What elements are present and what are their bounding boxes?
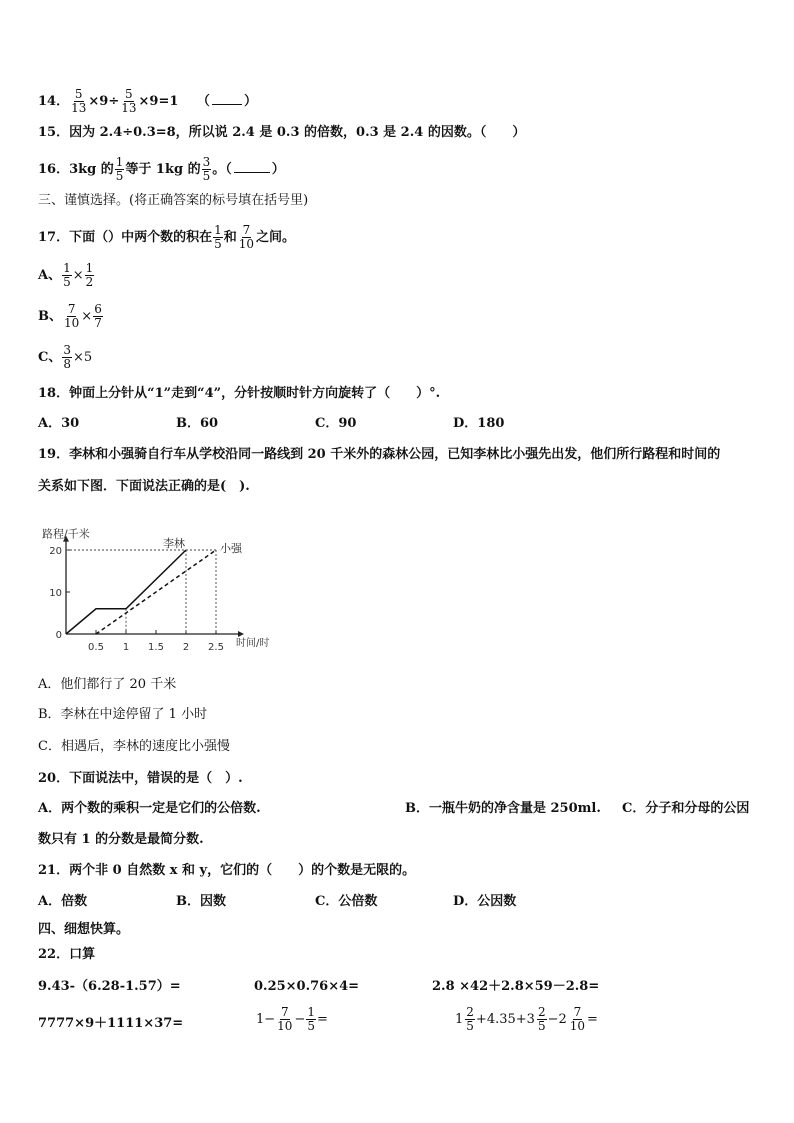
fraction: $\frac{5}{13}$: [71, 87, 87, 115]
question-19-line1: 19．李林和小强骑自行车从学校沿同一路线到 20 千米外的森林公园，已知李林比小强先出发，他们所行路程和时间的: [38, 447, 721, 462]
question-16: 16．3kg 的 $\frac{1}{5}$ 等于 1kg 的 $\frac{3}{5}$ 。（ ）: [38, 155, 285, 183]
option-c[interactable]: C．90: [315, 416, 357, 431]
expression-5: 1− $\frac{7}{10}$ − $\frac{1}{5}$ =: [256, 1005, 328, 1033]
fraction: $\frac{7}{10}$: [64, 302, 80, 330]
question-number: 14．: [38, 94, 70, 109]
fraction: $\frac{6}{7}$: [94, 302, 102, 330]
series-label: 李林: [163, 537, 185, 550]
x-axis-arrow: [238, 631, 244, 637]
x-tick-label: 1.5: [148, 642, 164, 653]
expression-1: 9.43-（6.28-1.57）=: [38, 979, 181, 994]
question-17: 17．下面（）中两个数的积在 $\frac{1}{5}$ 和 $\frac{7}{10}$ 之间。: [38, 223, 296, 251]
question-18: 18．钟面上分针从“1”走到“4”，分针按顺时针方向旋转了（ ）°.: [38, 386, 441, 401]
fraction: $\frac{7}{10}$: [277, 1005, 293, 1033]
x-tick-label: 2: [182, 642, 190, 653]
answer-blank[interactable]: [212, 92, 242, 105]
x-tick-label: 2.5: [208, 642, 224, 653]
y-tick-label: 10: [49, 588, 62, 599]
x-axis-label: 时间/时: [236, 638, 270, 649]
section-heading-4: 四、细想快算。: [38, 922, 130, 937]
question-14: 14． $\frac{5}{13}$ ×9÷ $\frac{5}{13}$ ×9=1 （ ）: [38, 87, 257, 115]
expression-2: 0.25×0.76×4=: [254, 979, 360, 994]
fraction: $\frac{1}{2}$: [85, 261, 94, 289]
option-c[interactable]: C．公倍数: [315, 894, 378, 909]
question-21: 21．两个非 0 自然数 x 和 y，它们的（ ）的个数是无限的。: [38, 863, 416, 878]
fraction: $\frac{3}{5}$: [202, 155, 211, 183]
fraction: $\frac{1}{5}$: [115, 155, 124, 183]
question-15: 15．因为 2.4÷0.3=8，所以说 2.4 是 0.3 的倍数，0.3 是 2.4 的因数。（ ）: [38, 125, 526, 140]
fraction: $\frac{1}{5}$: [307, 1005, 315, 1033]
option-a[interactable]: A．他们都行了 20 千米: [38, 677, 177, 692]
option-a[interactable]: A、 $\frac{1}{5}$ × $\frac{1}{2}$: [38, 261, 94, 289]
option-a[interactable]: A．倍数: [38, 894, 88, 909]
y-tick-label: 20: [49, 546, 62, 557]
fraction: $\frac{5}{13}$: [121, 87, 137, 115]
series-line-2: [96, 550, 216, 634]
mixed-number: 2 $\frac{7}{10}$: [558, 1005, 586, 1033]
expression-4: 7777×9＋1111×37=: [38, 1016, 184, 1031]
x-tick-label: 1: [122, 642, 130, 653]
option-d[interactable]: D．公因数: [453, 894, 517, 909]
question-19-line2: 关系如下图．下面说法正确的是( ).: [38, 479, 250, 494]
option-c[interactable]: C、 $\frac{3}{8}$ ×5: [38, 343, 93, 371]
y-axis-label: 路程/千米: [42, 527, 90, 541]
option-b[interactable]: B．60: [176, 416, 219, 431]
question-22: 22．口算: [38, 947, 96, 962]
y-tick-label: 0: [55, 630, 62, 641]
answer-blank[interactable]: [234, 160, 270, 173]
option-b[interactable]: B．一瓶牛奶的净含量是 250ml.: [405, 801, 601, 816]
expression-6: 1 $\frac{2}{5}$ +4.35+ 3 $\frac{2}{5}$ − 2 $\frac{7}{10}$ =: [455, 1005, 598, 1033]
section-heading-3: 三、谨慎选择。(将正确答案的标号填在括号里): [38, 193, 309, 208]
option-b[interactable]: B．因数: [176, 894, 226, 909]
expression-3: 2.8 ×42＋2.8×59－2.8=: [432, 979, 600, 994]
option-a[interactable]: A．30: [38, 416, 80, 431]
series-label: 小强: [220, 542, 242, 555]
mixed-number: 3 $\frac{2}{5}$: [526, 1005, 546, 1033]
fraction: $\frac{3}{8}$: [63, 343, 71, 371]
fraction: $\frac{1}{5}$: [214, 223, 222, 251]
fraction: $\frac{1}{5}$: [63, 261, 71, 289]
distance-time-chart: [30, 508, 280, 656]
question-20: 20．下面说法中，错误的是（ ）.: [38, 771, 243, 786]
option-b[interactable]: B．李林在中途停留了 1 小时: [38, 707, 208, 722]
mixed-number: 1 $\frac{2}{5}$: [455, 1005, 474, 1033]
option-c[interactable]: C．相遇后，李林的速度比小强慢: [38, 739, 230, 754]
x-tick-label: 0.5: [88, 642, 104, 653]
option-c[interactable]: C．分子和分母的公因: [622, 801, 750, 816]
option-a[interactable]: A．两个数的乘积一定是它们的公倍数.: [38, 801, 261, 816]
option-c-continued: 数只有 1 的分数是最简分数.: [38, 832, 204, 847]
option-d[interactable]: D．180: [453, 416, 505, 431]
option-b[interactable]: B、 $\frac{7}{10}$ × $\frac{6}{7}$: [38, 302, 102, 330]
fraction: $\frac{7}{10}$: [238, 223, 255, 251]
